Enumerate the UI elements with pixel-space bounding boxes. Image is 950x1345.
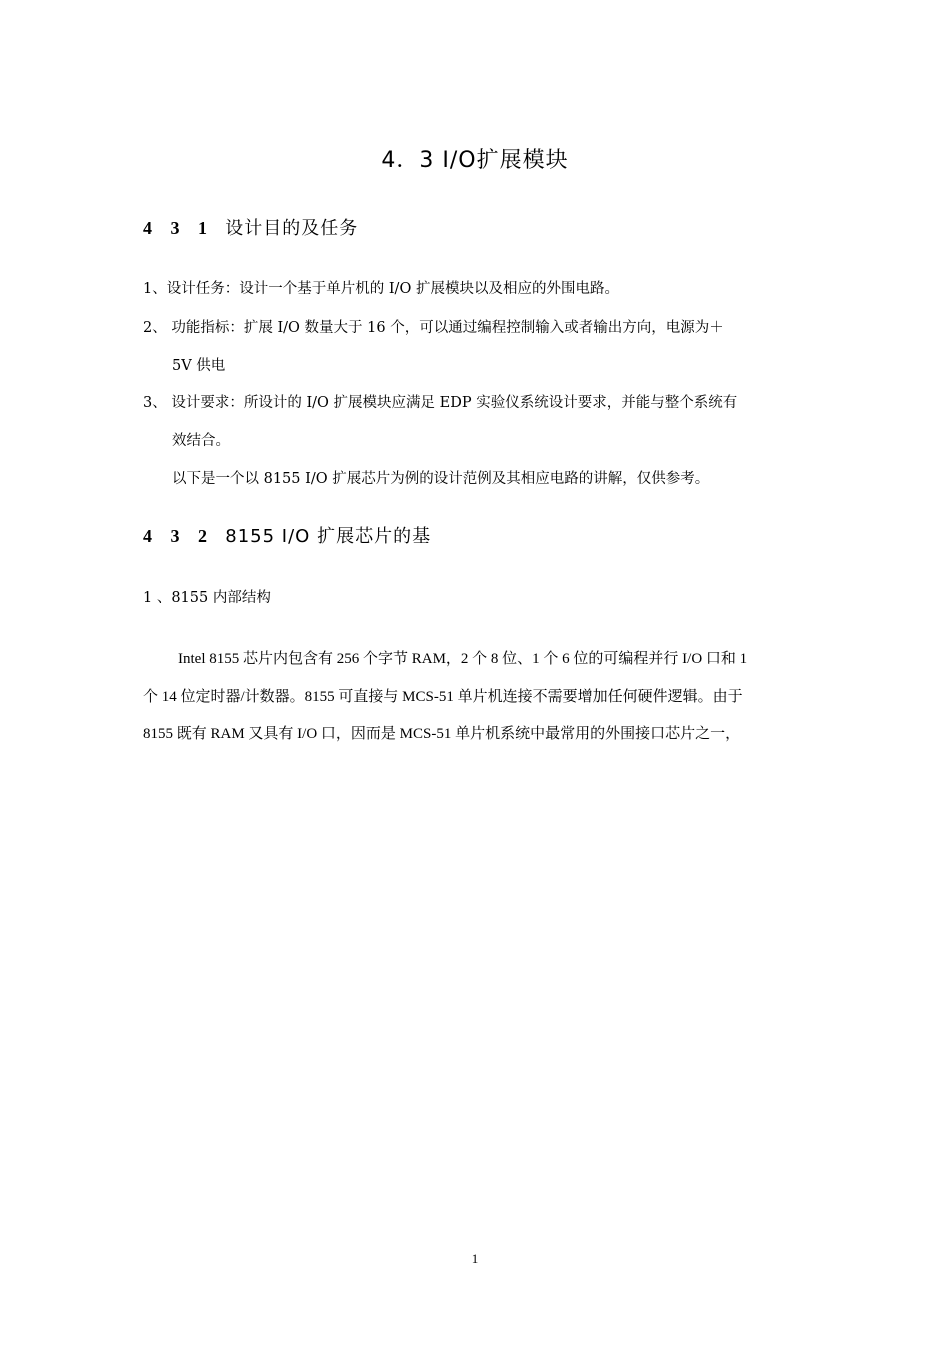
task-item-1: 1、设计任务：设计一个基于单片机的 I/O 扩展模块以及相应的外围电路。 bbox=[143, 281, 619, 297]
task-item-3: 3、 设计要求：所设计的 I/O 扩展模块应满足 EDP 实验仪系统设计要求，并能与整个系统有 bbox=[143, 395, 738, 411]
subsection-heading: 1 、8155 内部结构 bbox=[143, 590, 271, 606]
section-number: 4 3 1 bbox=[143, 218, 207, 238]
reference-note: 以下是一个以 8155 I/O 扩展芯片为例的设计范例及其相应电路的讲解，仅供参考。 bbox=[172, 471, 710, 487]
task-item-2: 2、 功能指标：扩展 I/O 数量大于 16 个，可以通过编程控制输入或者输出方向，电源为＋ bbox=[143, 320, 724, 336]
page-title: 4．3 I/O扩展模块 bbox=[381, 148, 569, 173]
section-heading-431 bbox=[143, 214, 358, 240]
body-line-1: Intel 8155 芯片内包含有 256 个字节 RAM，2 个 8 位、1 个 6 位的可编程并行 I/O 口和 1 bbox=[178, 651, 748, 667]
section-heading-432 bbox=[143, 522, 431, 548]
task-item-2-continued: 5V 供电 bbox=[172, 358, 226, 374]
section-title: 8155 I/O 扩展芯片的基 bbox=[225, 526, 432, 547]
page-number: 1 bbox=[471, 1251, 479, 1266]
task-item-3-continued: 效结合。 bbox=[172, 433, 230, 449]
body-line-3: 8155 既有 RAM 又具有 I/O 口，因而是 MCS-51 单片机系统中最常用的外围接口芯片之一， bbox=[143, 726, 741, 742]
body-line-2: 个 14 位定时器/计数器。8155 可直接与 MCS-51 单片机连接不需要增加任何硬件逻辑。由于 bbox=[143, 689, 743, 705]
section-title: 设计目的及任务 bbox=[225, 218, 359, 239]
section-number: 4 3 2 bbox=[143, 526, 207, 546]
